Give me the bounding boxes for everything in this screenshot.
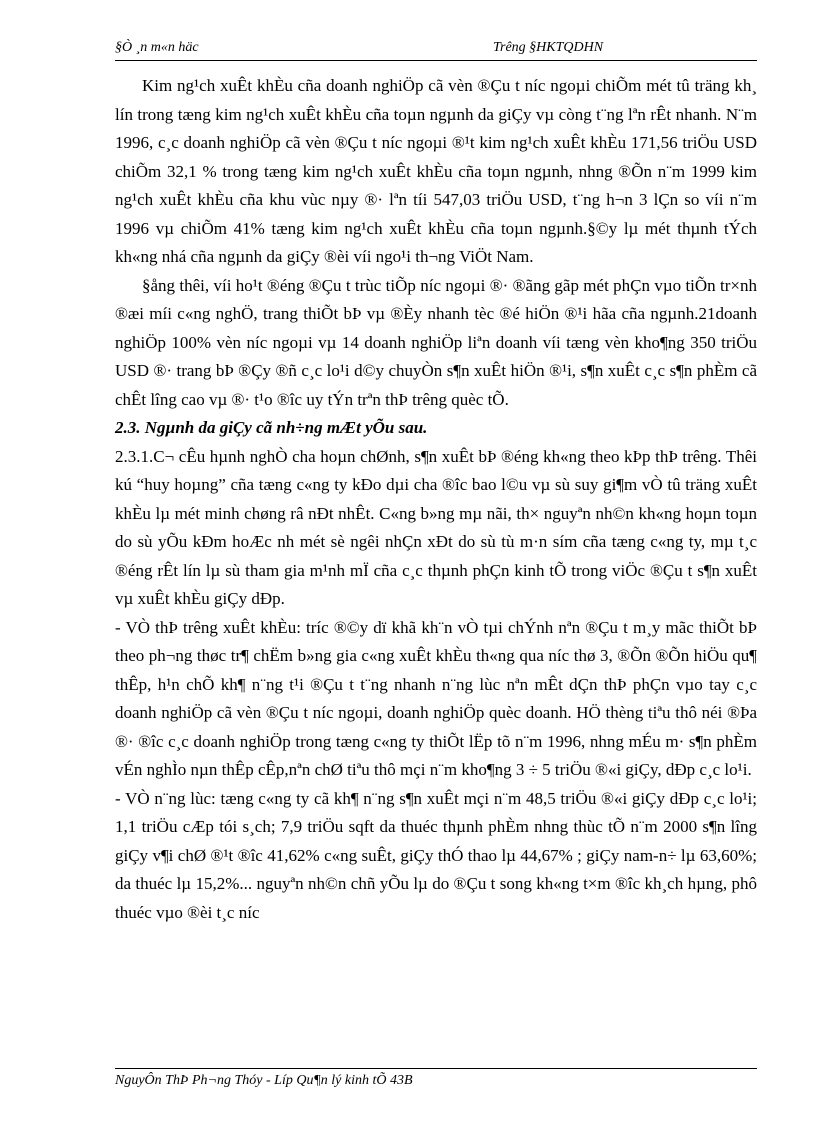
page-footer: [115, 1068, 757, 1089]
footer-text: NguyÔn ThÞ Ph¬ng Thóy - Líp Qu¶n lý kinh tÕ 43B: [115, 1073, 413, 1088]
paragraph-3: 2.3.1.C¬ cÊu hµnh nghÒ cha hoµn chØnh, s¶n xuÊt bÞ ®éng kh«ng theo kÞp thÞ trêng. Thêi kú “huy hoµng” cña tæng c«ng ty kÐo dµi cha ®îc bao l©u vµ sù suy gi¶m vÒ tû träng xuÊt khÈu lµ mét minh chøng râ nÐt nhÊt. C«ng b»ng mµ nãi, th× nguyªn nh©n kh«ng hoµn toµn do sù yÕu kÐm hoÆc nh mét sè ngêi nhÇn xÐt do sù tù m·n sím cña tæng c«ng ty, mµ t¸c ®éng rÊt lín lµ sù tham gia m¹nh mÏ cña c¸c thµnh phÇn kinh tÕ trong viÖc ®Çu t s¶n xuÊt vµ xuÊt khÈu giÇy dÐp.: [115, 446, 757, 608]
page-header: [115, 40, 757, 61]
section-heading: 2.3. Ngµnh da giÇy cã nh÷ng mÆt yÕu sau.: [115, 418, 428, 437]
header-right-text: Trêng §HKTQDHN: [493, 40, 604, 55]
paragraph-1: Kim ng¹ch xuÊt khÈu cña doanh nghiÖp cã vèn ®Çu t níc ngoµi chiÕm mét tû träng kh¸ lín trong tæng kim ng¹ch xuÊt khÈu cña toµn ngµnh da giÇy vµ còng t¨ng lªn rÊt nhanh. N¨m 1996, c¸c doanh nghiÖp cã vèn ®Çu t níc ngoµi ®¹t kim ng¹ch xuÊt khÈu 171,56 triÖu USD chiÕm 32,1 % trong tæng kim ng¹ch xuÊt khÈu cña toµn ngµnh, nhng ®Õn n¨m 1999 kim ng¹ch xuÊt khÈu cña khu vùc nµy ®· lªn tíi 547,03 triÖu USD, t¨ng h¬n 3 lÇn so víi n¨m 1996 vµ chiÕm 41% tæng kim ng¹ch xuÊt khÈu cña toµn ngµnh.§©y lµ mét thµnh tÝch kh«ng nhá cña ngµnh da giÇy ®èi víi ngo¹i th¬ng ViÖt Nam.: [115, 76, 757, 266]
paragraph-2: §ång thêi, víi ho¹t ®éng ®Çu t trùc tiÕp níc ngoµi ®· ®ãng gãp mét phÇn vµo tiÕn tr×nh ®æi míi c«ng nghÖ, trang thiÕt bÞ vµ ®Èy nhanh tèc ®é hiÖn ®¹i hãa cña ngµnh.21doanh nghiÖp 100% vèn níc ngoµi vµ 14 doanh nghiÖp liªn doanh víi tæng vèn kho¶ng 350 triÖu USD ®· trang bÞ ®Çy ®ñ c¸c lo¹i d©y chuyÒn s¶n xuÊt hiÖn ®¹i, s¶n xuÊt c¸c s¶n phÈm cã chÊt lîng cao vµ ®· t¹o ®îc uy tÝn trªn thÞ trêng quèc tÕ.: [115, 275, 757, 409]
header-left-text: §Ò ¸n m«n häc: [115, 40, 199, 55]
paragraph-5: - VÒ n¨ng lùc: tæng c«ng ty cã kh¶ n¨ng s¶n xuÊt mçi n¨m 48,5 triÖu ®«i giÇy dÐp c¸c lo¹i; 1,1 triÖu cÆp tói s¸ch; 7,9 triÖu sqft da thuéc thµnh phÈm nhng thùc tÕ n¨m 2000 s¶n lîng giÇy v¶i chØ ®¹t ®îc 41,62% c«ng suÊt, giÇy thÓ thao lµ 44,67% ; giÇy nam-n÷ lµ 63,60%; da thuéc lµ 15,2%... nguyªn nh©n chñ yÕu lµ do ®Çu t song kh«ng t×m ®îc kh¸ch hµng, phô thuéc vµo ®èi t¸c níc: [115, 788, 757, 922]
paragraph-4: - VÒ thÞ trêng xuÊt khÈu: tríc ®©y dï khã kh¨n vÒ tµi chÝnh nªn ®Çu t m¸y mãc thiÕt bÞ theo ph¬ng thøc tr¶ chËm b»ng gia c«ng xuÊt khÈu th«ng qua níc thø 3, ®Õn ®Õn hiÖu qu¶ thÊp, h¹n chÕ kh¶ n¨ng t¹i ®Çu t t¨ng nhanh n¨ng lùc nªn mÊt dÇn thÞ phÇn vµo tay c¸c doanh nghiÖp cã vèn ®Çu t níc ngoµi, doanh nghiÖp quèc doanh. HÖ thèng tiªu thô néi ®Þa ®· ®îc c¸c doanh nghiÖp trong tæng c«ng ty thiÕt lËp tõ n¨m 1996, nhng mÉu m· s¶n phÈm vÉn nghÌo nµn thÊp cÊp,nªn chØ tiªu thô mçi n¨m kho¶ng 3 ÷ 5 triÖu ®«i giÇy, dÐp c¸c lo¹i.: [115, 617, 757, 779]
document-body: [115, 72, 757, 927]
